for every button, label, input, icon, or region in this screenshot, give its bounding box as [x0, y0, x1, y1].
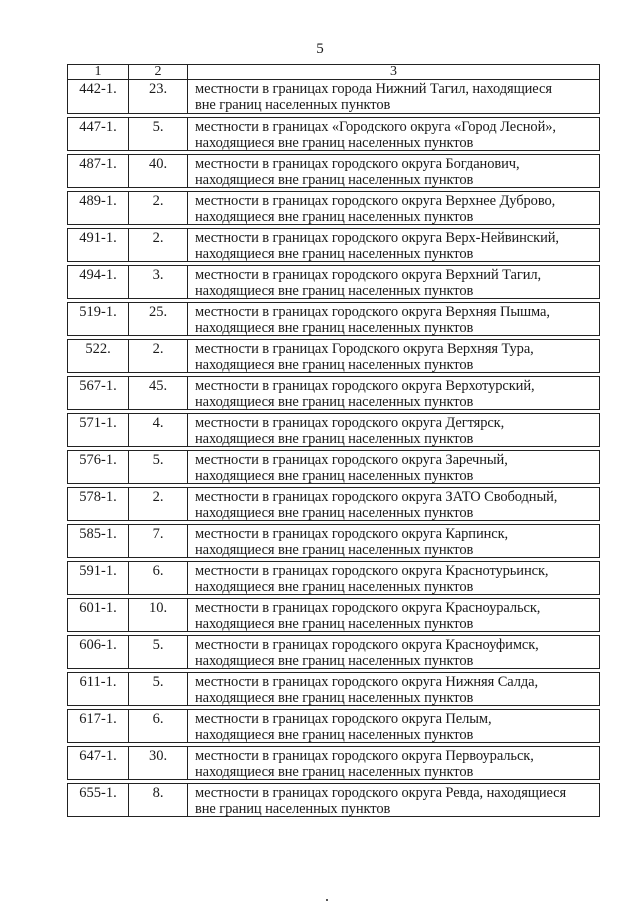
- row-description-cell: [188, 192, 599, 224]
- table-row: [67, 228, 600, 262]
- row-number-cell: 489-1.: [68, 192, 129, 224]
- row-code-cell: 23.: [129, 80, 188, 113]
- description-line-1: местности в границах городского округа Пелым,: [195, 711, 492, 727]
- row-description-cell: [188, 229, 599, 261]
- row-number-cell: 576-1.: [68, 451, 129, 483]
- description-line-1: местности в границах городского округа Красноуральск,: [195, 600, 541, 616]
- row-number-cell: 447-1.: [68, 118, 129, 150]
- table-row: [67, 80, 600, 114]
- table-row: [67, 746, 600, 780]
- districts-table: [67, 64, 600, 817]
- row-code-cell: 5.: [129, 636, 188, 668]
- table-row: [67, 376, 600, 410]
- row-number-cell: 606-1.: [68, 636, 129, 668]
- description-line-2: находящиеся вне границ населенных пунктов: [195, 542, 474, 558]
- description-line-2: находящиеся вне границ населенных пунктов: [195, 653, 474, 669]
- row-number-cell: 567-1.: [68, 377, 129, 409]
- description-line-2: находящиеся вне границ населенных пунктов: [195, 320, 474, 336]
- description-line-1: местности в границах городского округа Первоуральск,: [195, 748, 534, 764]
- row-description-cell: [188, 155, 599, 187]
- description-line-1: местности в границах городского округа Ревда, находящиеся: [195, 785, 567, 801]
- description-line-2: находящиеся вне границ населенных пунктов: [195, 246, 474, 262]
- description-line-2: находящиеся вне границ населенных пунктов: [195, 135, 474, 151]
- row-description-cell: [188, 636, 599, 668]
- table-row: [67, 339, 600, 373]
- row-number-cell: 585-1.: [68, 525, 129, 557]
- row-number-cell: 487-1.: [68, 155, 129, 187]
- row-code-cell: 2.: [129, 340, 188, 372]
- row-code-cell: 5.: [129, 451, 188, 483]
- page-number: 5: [316, 41, 324, 57]
- row-description-cell: [188, 266, 599, 298]
- row-description-cell: [188, 340, 599, 372]
- row-description-cell: [188, 303, 599, 335]
- row-description-cell: [188, 673, 599, 705]
- row-number-cell: 519-1.: [68, 303, 129, 335]
- description-line-1: местности в границах городского округа Карпинск,: [195, 526, 509, 542]
- row-code-cell: 7.: [129, 525, 188, 557]
- description-line-1: местности в границах городского округа Верхотурский,: [195, 378, 535, 394]
- description-line-2: находящиеся вне границ населенных пунктов: [195, 764, 474, 780]
- row-number-cell: 647-1.: [68, 747, 129, 779]
- table-row: [67, 524, 600, 558]
- description-line-2: находящиеся вне границ населенных пунктов: [195, 172, 474, 188]
- row-code-cell: 10.: [129, 599, 188, 631]
- description-line-2: находящиеся вне границ населенных пунктов: [195, 209, 474, 225]
- description-line-2: вне границ населенных пунктов: [195, 801, 391, 817]
- row-number-cell: 491-1.: [68, 229, 129, 261]
- table-row: [67, 191, 600, 225]
- row-number-cell: 571-1.: [68, 414, 129, 446]
- row-code-cell: 2.: [129, 229, 188, 261]
- row-number-cell: 655-1.: [68, 784, 129, 816]
- description-line-1: местности в границах городского округа Верхний Тагил,: [195, 267, 542, 283]
- description-line-2: находящиеся вне границ населенных пунктов: [195, 357, 474, 373]
- description-line-2: находящиеся вне границ населенных пунктов: [195, 505, 474, 521]
- row-description-cell: [188, 414, 599, 446]
- row-code-cell: 30.: [129, 747, 188, 779]
- row-number-cell: 617-1.: [68, 710, 129, 742]
- header-col-3: 3: [390, 64, 397, 79]
- table-header: [67, 64, 600, 80]
- description-line-1: местности в границах Городского округа Верхняя Тура,: [195, 341, 534, 357]
- row-description-cell: [188, 710, 599, 742]
- row-description-cell: [188, 80, 599, 113]
- description-line-2: находящиеся вне границ населенных пунктов: [195, 468, 474, 484]
- table-row: [67, 487, 600, 521]
- description-line-2: вне границ населенных пунктов: [195, 97, 391, 113]
- row-description-cell: [188, 488, 599, 520]
- table-row: [67, 635, 600, 669]
- table-row: [67, 154, 600, 188]
- description-line-2: находящиеся вне границ населенных пунктов: [195, 431, 474, 447]
- row-description-cell: [188, 525, 599, 557]
- row-code-cell: 45.: [129, 377, 188, 409]
- row-description-cell: [188, 599, 599, 631]
- table-row: [67, 598, 600, 632]
- row-code-cell: 6.: [129, 562, 188, 594]
- row-number-cell: 494-1.: [68, 266, 129, 298]
- row-number-cell: 611-1.: [68, 673, 129, 705]
- description-line-1: местности в границах городского округа ЗАТО Свободный,: [195, 489, 558, 505]
- row-code-cell: 25.: [129, 303, 188, 335]
- row-code-cell: 5.: [129, 673, 188, 705]
- row-code-cell: 8.: [129, 784, 188, 816]
- row-code-cell: 5.: [129, 118, 188, 150]
- table-row: [67, 413, 600, 447]
- description-line-2: находящиеся вне границ населенных пунктов: [195, 579, 474, 595]
- description-line-1: местности в границах городского округа Дегтярск,: [195, 415, 505, 431]
- row-description-cell: [188, 747, 599, 779]
- table-body: [67, 80, 600, 817]
- row-code-cell: 2.: [129, 488, 188, 520]
- description-line-2: находящиеся вне границ населенных пунктов: [195, 727, 474, 743]
- table-row: [67, 783, 600, 817]
- row-number-cell: 578-1.: [68, 488, 129, 520]
- table-row: [67, 302, 600, 336]
- row-number-cell: 601-1.: [68, 599, 129, 631]
- description-line-1: местности в границах городского округа Красноуфимск,: [195, 637, 539, 653]
- table-row: [67, 265, 600, 299]
- description-line-1: местности в границах городского округа Нижняя Салда,: [195, 674, 539, 690]
- table-row: [67, 561, 600, 595]
- row-description-cell: [188, 118, 599, 150]
- description-line-1: местности в границах городского округа Верхняя Пышма,: [195, 304, 550, 320]
- row-code-cell: 3.: [129, 266, 188, 298]
- row-number-cell: 591-1.: [68, 562, 129, 594]
- row-number-cell: 522.: [68, 340, 129, 372]
- row-description-cell: [188, 377, 599, 409]
- table-row: [67, 117, 600, 151]
- row-code-cell: 6.: [129, 710, 188, 742]
- description-line-1: местности в границах «Городского округа «Город Лесной»,: [195, 119, 556, 135]
- description-line-1: местности в границах городского округа Краснотурьинск,: [195, 563, 549, 579]
- row-code-cell: 2.: [129, 192, 188, 224]
- table-row: [67, 450, 600, 484]
- header-col-1: 1: [68, 65, 129, 79]
- description-line-1: местности в границах городского округа Верх-Нейвинский,: [195, 230, 559, 246]
- description-line-2: находящиеся вне границ населенных пунктов: [195, 394, 474, 410]
- scan-speck: [326, 899, 328, 901]
- row-code-cell: 4.: [129, 414, 188, 446]
- row-number-cell: 442-1.: [68, 80, 129, 113]
- table-row: [67, 709, 600, 743]
- description-line-1: местности в границах городского округа Верхнее Дуброво,: [195, 193, 556, 209]
- description-line-2: находящиеся вне границ населенных пунктов: [195, 283, 474, 299]
- header-col-2: 2: [129, 65, 188, 79]
- description-line-2: находящиеся вне границ населенных пунктов: [195, 690, 474, 706]
- description-line-1: местности в границах городского округа Заречный,: [195, 452, 508, 468]
- description-line-1: местности в границах городского округа Богданович,: [195, 156, 520, 172]
- row-description-cell: [188, 562, 599, 594]
- row-code-cell: 40.: [129, 155, 188, 187]
- description-line-2: находящиеся вне границ населенных пунктов: [195, 616, 474, 632]
- row-description-cell: [188, 451, 599, 483]
- table-row: [67, 672, 600, 706]
- description-line-1: местности в границах города Нижний Тагил, находящиеся: [195, 81, 552, 97]
- row-description-cell: [188, 784, 599, 816]
